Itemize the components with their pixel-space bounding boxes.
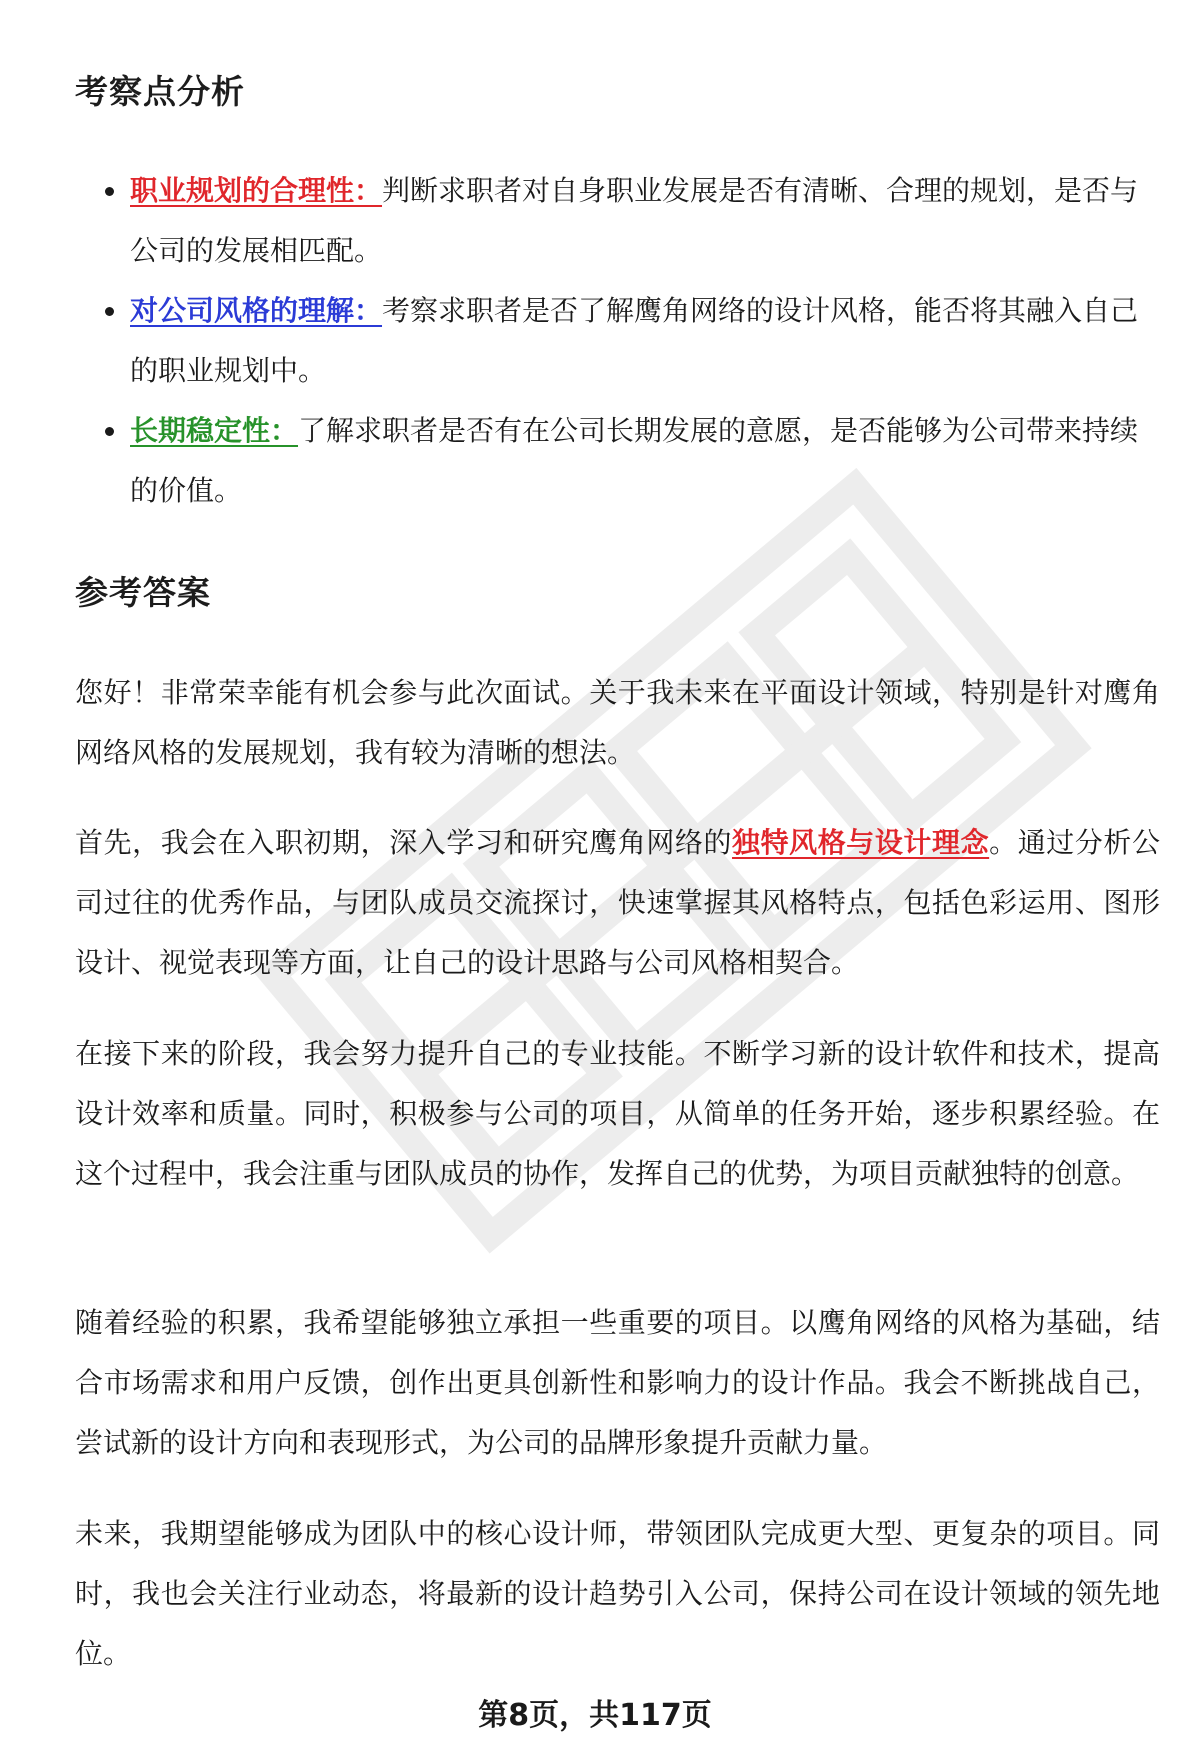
bullet-text: 判断求职者对自身职业发展是否有清晰、合理的规划，是否与公司的发展相匹配。 (130, 174, 1139, 267)
paragraph-text: 首先，我会在入职初期，深入学习和研究鹰角网络的 (75, 826, 733, 859)
analysis-bullet-item (75, 281, 1160, 401)
bullet-keyword: 长期稳定性： (130, 414, 299, 447)
answer-paragraph: 未来，我期望能够成为团队中的核心设计师，带领团队完成更大型、更复杂的项目。同时，我也会关注行业动态，将最新的设计趋势引入公司，保持公司在设计领域的领先地位。 (75, 1517, 1160, 1670)
bullet-text: 了解求职者是否有在公司长期发展的意愿，是否能够为公司带来持续的价值。 (130, 414, 1139, 507)
paragraph-text: 。通过分析公司过往的优秀作品，与团队成员交流探讨，快速掌握其风格特点，包括色彩运用、图形设计、视觉表现等方面，让自己的设计思路与公司风格相契合。 (75, 826, 1160, 979)
bullet-keyword: 对公司风格的理解： (130, 294, 383, 327)
section-heading-analysis: 考察点分析 (75, 72, 245, 111)
bullet-text: 考察求职者是否了解鹰角网络的设计风格，能否将其融入自己的职业规划中。 (130, 294, 1139, 387)
bullet-dot-icon (105, 187, 114, 196)
bullet-dot-icon (105, 427, 114, 436)
highlight-keyword: 独特风格与设计理念 (732, 826, 990, 859)
page-number-footer: 第8页，共117页 (478, 1698, 712, 1733)
bullet-dot-icon (105, 307, 114, 316)
analysis-bullet-list (75, 161, 1160, 521)
answer-paragraph: 随着经验的积累，我希望能够独立承担一些重要的项目。以鹰角网络的风格为基础，结合市场需求和用户反馈，创作出更具创新性和影响力的设计作品。我会不断挑战自己，尝试新的设计方向和表现形式，为公司的品牌形象提升贡献力量。 (75, 1306, 1160, 1459)
analysis-bullet-item (75, 161, 1160, 281)
bullet-keyword: 职业规划的合理性： (130, 174, 383, 207)
analysis-bullet-item (75, 401, 1160, 521)
answer-paragraph (75, 813, 1160, 993)
answer-paragraph: 在接下来的阶段，我会努力提升自己的专业技能。不断学习新的设计软件和技术，提高设计效率和质量。同时，积极参与公司的项目，从简单的任务开始，逐步积累经验。在这个过程中，我会注重与团队成员的协作，发挥自己的优势，为项目贡献独特的创意。 (75, 1037, 1160, 1190)
answer-paragraph: 您好！非常荣幸能有机会参与此次面试。关于我未来在平面设计领域，特别是针对鹰角网络风格的发展规划，我有较为清晰的想法。 (75, 676, 1160, 769)
section-heading-answer: 参考答案 (75, 573, 211, 612)
